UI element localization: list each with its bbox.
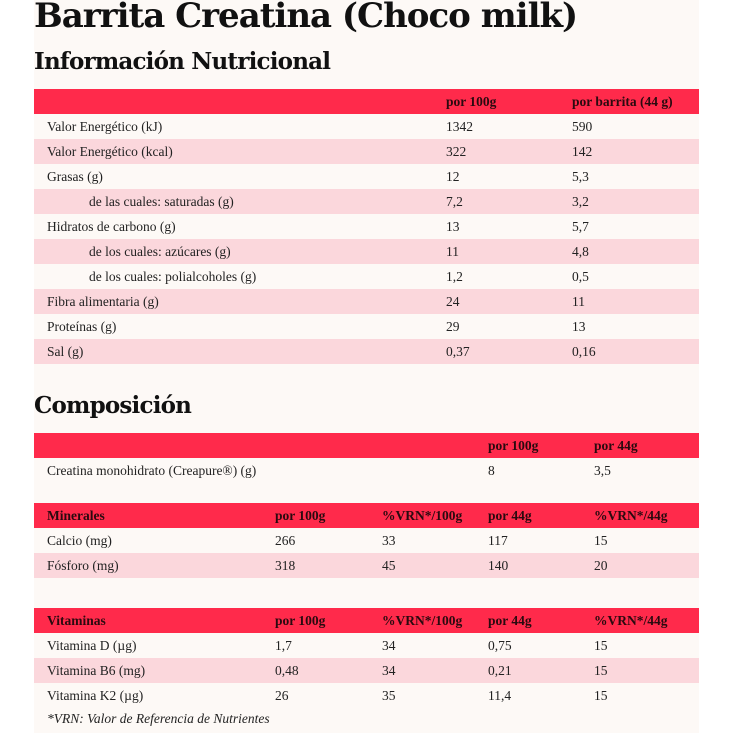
vrn-footnote: *VRN: Valor de Referencia de Nutrientes (47, 711, 270, 726)
composition-row (34, 458, 699, 483)
table-cell: 11 (572, 294, 585, 309)
table-cell: de los cuales: azúcares (g) (89, 244, 231, 259)
nutrition-row (34, 164, 699, 189)
nutrition-row (34, 189, 699, 214)
table-cell: 15 (594, 638, 608, 653)
table-cell: Fibra alimentaria (g) (47, 294, 159, 309)
table-cell: 11,4 (488, 688, 512, 703)
table-cell: 590 (572, 119, 593, 134)
table-cell: 0,48 (275, 663, 299, 678)
table-cell: 33 (382, 533, 396, 548)
minerals-header-row (34, 503, 699, 528)
vitamins-row (34, 658, 699, 683)
composition-heading: Composición (34, 392, 192, 419)
table-cell: Valor Energético (kJ) (47, 119, 163, 134)
composition-header-row (34, 433, 699, 458)
table-cell: 117 (488, 533, 508, 548)
nutrition-row (34, 314, 699, 339)
table-cell: 34 (382, 638, 396, 653)
nutrition-heading: Información Nutricional (34, 48, 331, 75)
table-cell: 35 (382, 688, 396, 703)
header-cell: por barrita (44 g) (572, 94, 673, 109)
table-cell: 29 (446, 319, 460, 334)
header-cell: por 44g (488, 508, 532, 523)
table-cell: 24 (446, 294, 460, 309)
table-cell: 5,3 (572, 169, 589, 184)
table-cell: Hidratos de carbono (g) (47, 219, 176, 234)
table-cell: 4,8 (572, 244, 589, 259)
header-cell: Minerales (47, 508, 105, 523)
table-cell: Grasas (g) (47, 169, 103, 184)
nutrition-header-row (34, 89, 699, 114)
table-cell: Proteínas (g) (47, 319, 117, 334)
table-cell: 3,5 (594, 463, 611, 478)
table-cell: de los cuales: polialcoholes (g) (89, 269, 257, 284)
header-cell: por 44g (594, 438, 638, 453)
table-cell: 0,37 (446, 344, 470, 359)
header-cell: %VRN*/100g (382, 613, 463, 628)
header-cell: %VRN*/44g (594, 508, 668, 523)
table-cell: 13 (446, 219, 460, 234)
header-cell: por 100g (275, 508, 326, 523)
table-cell: Creatina monohidrato (Creapure®) (g) (47, 463, 257, 478)
vitamins-row (34, 633, 699, 658)
table-cell: 1,2 (446, 269, 463, 284)
header-cell: por 100g (446, 94, 497, 109)
table-cell: 15 (594, 533, 608, 548)
table-cell: 142 (572, 144, 593, 159)
table-cell: 15 (594, 688, 608, 703)
table-cell: 140 (488, 558, 509, 573)
table-cell: 318 (275, 558, 296, 573)
table-cell: 1342 (446, 119, 473, 134)
table-cell: 13 (572, 319, 586, 334)
table-cell: 8 (488, 463, 495, 478)
table-cell: 7,2 (446, 194, 463, 209)
table-cell: Vitamina K2 (µg) (47, 688, 144, 703)
table-cell: 45 (382, 558, 396, 573)
nutrition-row (34, 289, 699, 314)
table-cell: 1,7 (275, 638, 292, 653)
table-cell: 26 (275, 688, 289, 703)
table-cell: Valor Energético (kcal) (47, 144, 173, 159)
minerals-row (34, 528, 699, 553)
vitamins-row (34, 683, 699, 708)
table-cell: 11 (446, 244, 459, 259)
table-cell: 266 (275, 533, 296, 548)
table-cell: 0,5 (572, 269, 589, 284)
table-cell: Fósforo (mg) (47, 558, 119, 573)
header-cell: %VRN*/100g (382, 508, 463, 523)
header-cell: por 44g (488, 613, 532, 628)
header-cell: por 100g (275, 613, 326, 628)
table-cell: 0,75 (488, 638, 512, 653)
table-cell: de las cuales: saturadas (g) (89, 194, 234, 209)
product-title: Barrita Creatina (Choco milk) (34, 0, 578, 36)
table-cell: Sal (g) (47, 344, 84, 359)
table-cell: 15 (594, 663, 608, 678)
nutrition-row (34, 114, 699, 139)
header-cell: %VRN*/44g (594, 613, 668, 628)
table-cell: Calcio (mg) (47, 533, 112, 548)
nutrition-row (34, 139, 699, 164)
table-cell: 12 (446, 169, 460, 184)
table-cell: 0,21 (488, 663, 512, 678)
table-cell: 3,2 (572, 194, 589, 209)
nutrition-row (34, 264, 699, 289)
table-cell: Vitamina B6 (mg) (47, 663, 146, 678)
header-cell: por 100g (488, 438, 539, 453)
vitamins-header-row (34, 608, 699, 633)
table-cell: 34 (382, 663, 396, 678)
table-cell: Vitamina D (µg) (47, 638, 137, 653)
minerals-row (34, 553, 699, 578)
table-cell: 20 (594, 558, 608, 573)
table-cell: 322 (446, 144, 467, 159)
nutrition-row (34, 214, 699, 239)
header-cell: Vitaminas (47, 613, 106, 628)
nutrition-row (34, 339, 699, 364)
table-cell: 5,7 (572, 219, 589, 234)
nutrition-row (34, 239, 699, 264)
table-cell: 0,16 (572, 344, 596, 359)
